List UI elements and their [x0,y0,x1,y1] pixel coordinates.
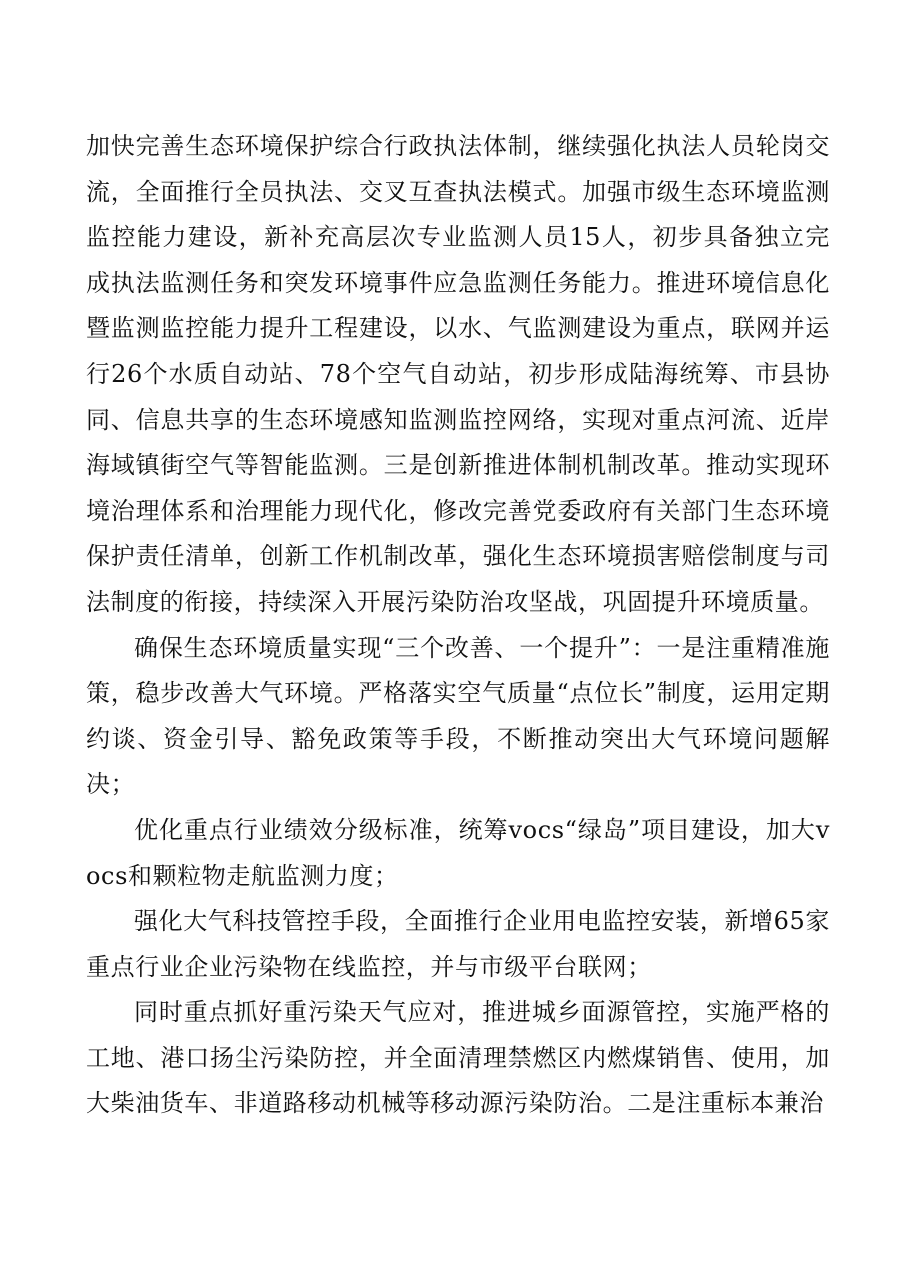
document-body [86,124,830,1127]
paragraph-5: 同时重点抓好重污染天气应对，推进城乡面源管控，实施严格的工地、港口扬尘污染防控，并全面清理禁燃区内燃煤销售、使用，加大柴油货车、非道路移动机械等移动源污染防治。二是注重标本兼治 [86,998,830,1118]
paragraph-2: 确保生态环境质量实现“三个改善、一个提升”：一是注重精准施策，稳步改善大气环境。严格落实空气质量“点位长”制度，运用定期约谈、资金引导、豁免政策等手段，不断推动突出大气环境问题解决； [86,633,830,799]
paragraph-1: 加快完善生态环境保护综合行政执法体制，继续强化执法人员轮岗交流，全面推行全员执法、交叉互查执法模式。加强市级生态环境监测监控能力建设，新补充高层次专业监测人员15人，初步具备独立完成执法监测任务和突发环境事件应急监测任务能力。推进环境信息化暨监测监控能力提升工程建设，以水、气监测建设为重点，联网并运行26个水质自动站、78个空气自动站，初步形成陆海统筹、市县协同、信息共享的生态环境感知监测监控网络，实现对重点河流、近岸海域镇街空气等智能监测。三是创新推进体制机制改革。推动实现环境治理体系和治理能力现代化，修改完善党委政府有关部门生态环境保护责任清单，创新工作机制改革，强化生态环境损害赔偿制度与司法制度的衔接，持续深入开展污染防治攻坚战，巩固提升环境质量。 [86,132,830,616]
paragraph-4: 强化大气科技管控手段，全面推行企业用电监控安装，新增65家重点行业企业污染物在线监控，并与市级平台联网； [86,907,830,981]
paragraph-3: 优化重点行业绩效分级标准，统筹vocs“绿岛”项目建设，加大vocs和颗粒物走航监测力度； [86,815,830,890]
